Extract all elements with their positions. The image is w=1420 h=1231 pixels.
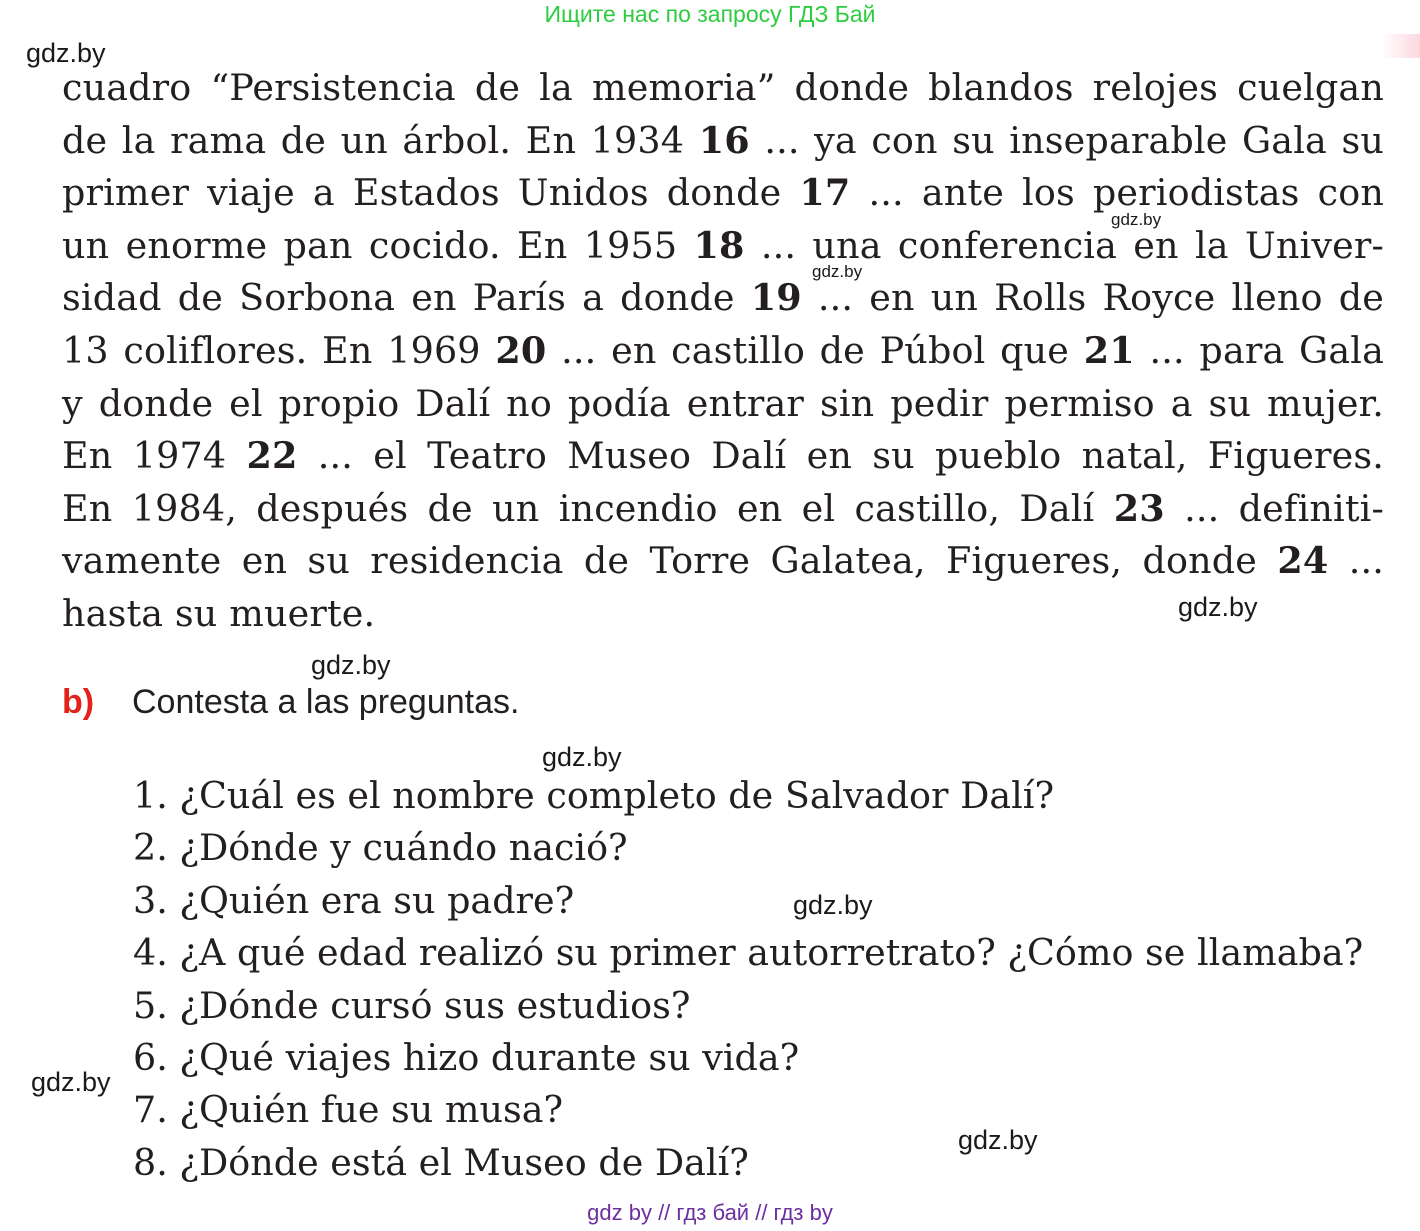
text-segment: ... el Teatro Museo Dalí en su pueblo natal, Figueres. bbox=[297, 434, 1384, 478]
text-segment: ... ante los periodistas con bbox=[850, 171, 1384, 215]
corner-decoration bbox=[1382, 34, 1420, 58]
text-segment: primer viaje a Estados Unidos donde bbox=[62, 171, 800, 215]
question-item: 3. ¿Quién era su padre? bbox=[133, 878, 575, 922]
question-item: 4. ¿A qué edad realizó su primer autorretrato? ¿Cómo se llamaba? bbox=[133, 931, 1364, 975]
question-list bbox=[133, 770, 1363, 1189]
watermark: gdz.by bbox=[31, 1067, 111, 1097]
text-line bbox=[62, 115, 1384, 168]
watermark: gdz.by bbox=[542, 742, 622, 772]
gap-number: 20 bbox=[495, 328, 547, 372]
gap-number: 19 bbox=[750, 276, 802, 320]
gap-number: 18 bbox=[693, 223, 745, 267]
text-segment: ... en castillo de Púbol que bbox=[546, 328, 1084, 372]
watermark: gdz.by bbox=[793, 890, 873, 920]
watermark: gdz.by bbox=[1111, 210, 1162, 229]
text-line bbox=[62, 325, 1384, 378]
exercise-text bbox=[62, 62, 1384, 641]
text-segment: ... bbox=[1328, 539, 1384, 583]
text-segment: En 1984, después de un incendio en el castillo, Dalí bbox=[62, 486, 1114, 530]
question-item: 1. ¿Cuál es el nombre completo de Salvador Dalí? bbox=[133, 774, 1055, 817]
text-line bbox=[62, 167, 1384, 220]
text-segment: de la rama de un árbol. En 1934 bbox=[62, 118, 699, 162]
gap-number: 24 bbox=[1277, 539, 1329, 583]
text-segment: y donde el propio Dalí no podía entrar sin pedir permiso a su mujer. bbox=[62, 381, 1384, 425]
question-item: 7. ¿Quién fue su musa? bbox=[133, 1088, 564, 1132]
watermark: gdz.by bbox=[958, 1125, 1038, 1155]
task-heading bbox=[62, 680, 519, 724]
text-segment: ... definiti- bbox=[1164, 486, 1384, 530]
text-segment: sidad de Sorbona en París a donde bbox=[62, 276, 751, 320]
text-segment: ... en un Rolls Royce lleno de bbox=[801, 276, 1384, 320]
text-segment: vamente en su residencia de Torre Galatea, Figueres, donde bbox=[62, 539, 1278, 583]
question-item: 2. ¿Dónde y cuándo nació? bbox=[133, 826, 628, 870]
text-line bbox=[62, 430, 1384, 483]
text-line bbox=[62, 588, 1384, 641]
text-segment: cuadro “Persistencia de la memoria” donde blandos relojes cuelgan bbox=[62, 66, 1384, 109]
task-instruction: Contesta a las preguntas. bbox=[132, 683, 520, 721]
text-segment: En 1974 bbox=[62, 434, 247, 478]
question-item: 6. ¿Qué viajes hizo durante su vida? bbox=[133, 1035, 800, 1079]
watermark: gdz.by bbox=[26, 38, 106, 68]
task-letter: b) bbox=[62, 683, 95, 721]
text-segment: un enorme pan cocido. En 1955 bbox=[62, 223, 694, 267]
text-line bbox=[62, 378, 1384, 431]
gap-number: 16 bbox=[698, 118, 750, 162]
question-item: 5. ¿Dónde cursó sus estudios? bbox=[133, 983, 691, 1027]
footer-links: gdz by // гдз бай // гдз by bbox=[587, 1200, 833, 1225]
watermark: gdz.by bbox=[812, 262, 863, 281]
top-banner: Ищите нас по запросу ГДЗ Бай bbox=[544, 1, 876, 27]
text-line bbox=[62, 62, 1384, 115]
watermark: gdz.by bbox=[1178, 592, 1258, 622]
gap-number: 21 bbox=[1083, 328, 1135, 372]
watermark: gdz.by bbox=[311, 650, 391, 680]
text-line bbox=[62, 535, 1384, 588]
text-segment: 13 coliflores. En 1969 bbox=[62, 328, 496, 372]
gap-number: 17 bbox=[799, 171, 851, 215]
gap-number: 22 bbox=[246, 434, 298, 478]
text-segment: ... ya con su inseparable Gala su bbox=[749, 118, 1385, 162]
text-segment: ... una conferencia en la Univer- bbox=[744, 223, 1384, 267]
question-item: 8. ¿Dónde está el Museo de Dalí? bbox=[133, 1140, 749, 1184]
text-segment: hasta su muerte. bbox=[62, 591, 376, 635]
text-segment: ... para Gala bbox=[1134, 328, 1384, 372]
text-line bbox=[62, 272, 1384, 325]
text-line bbox=[62, 483, 1384, 536]
gap-number: 23 bbox=[1113, 486, 1165, 530]
text-line bbox=[62, 220, 1384, 273]
